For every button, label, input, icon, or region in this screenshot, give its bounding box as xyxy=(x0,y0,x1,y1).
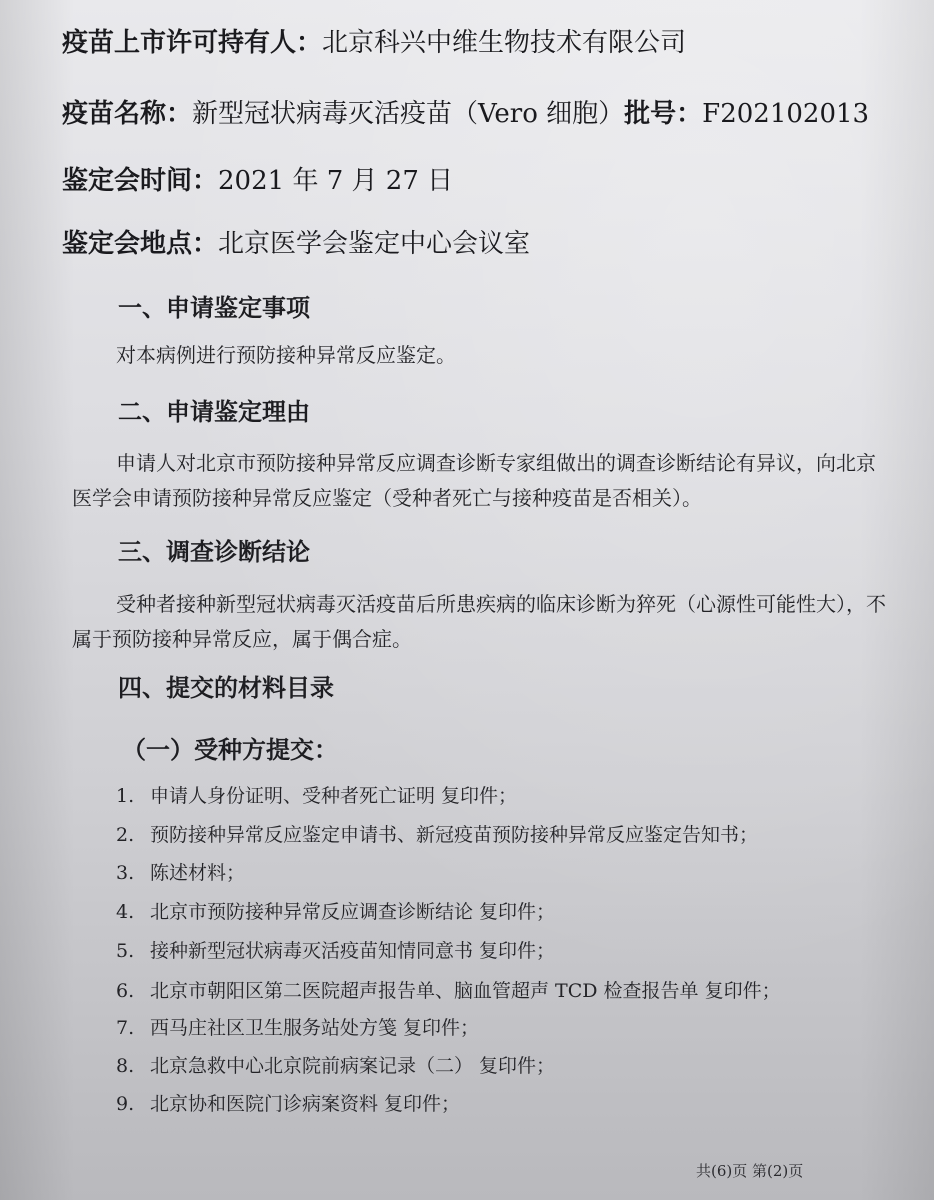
item-text: 预防接种异常反应鉴定申请书、新冠疫苗预防接种异常反应鉴定告知书； xyxy=(150,824,759,846)
vaccine-value: 新型冠状病毒灭活疫苗（Vero 细胞） xyxy=(192,99,625,129)
item-number: 5. xyxy=(116,940,135,962)
item-text: 接种新型冠状病毒灭活疫苗知情同意书 复印件； xyxy=(150,940,556,962)
place-label: 鉴定会地点： xyxy=(62,229,219,259)
section-1-title: 一、申请鉴定事项 xyxy=(118,294,310,322)
vaccine-label: 疫苗名称： xyxy=(62,99,193,129)
time-label: 鉴定会时间： xyxy=(62,166,219,196)
section-4-subtitle: （一）受种方提交： xyxy=(122,736,338,764)
batch-label: 批号： xyxy=(624,99,703,129)
item-text: 申请人身份证明、受种者死亡证明 复印件； xyxy=(150,785,518,807)
time-value: 2021 年 7 月 27 日 xyxy=(218,166,454,196)
item-text: 北京协和医院门诊病案资料 复印件； xyxy=(150,1093,461,1115)
item-number: 6. xyxy=(116,980,135,1002)
material-item xyxy=(116,897,555,924)
item-text: 北京市朝阳区第二医院超声报告单、脑血管超声 TCD 检查报告单 复印件； xyxy=(150,980,781,1002)
section-2-text: 申请人对北京市预防接种异常反应调查诊断专家组做出的调查诊断结论有异议，向北京医学会申请预防接种异常反应鉴定（受种者死亡与接种疫苗是否相关）。 xyxy=(72,451,876,510)
material-item xyxy=(116,1013,479,1040)
material-item xyxy=(116,858,245,885)
item-number: 1. xyxy=(116,785,135,807)
item-number: 8. xyxy=(116,1055,135,1077)
section-3-text: 受种者接种新型冠状病毒灭活疫苗后所患疾病的临床诊断为猝死（心源性可能性大），不属于预防接种异常反应，属于偶合症。 xyxy=(72,592,886,651)
place-line xyxy=(62,223,530,260)
material-item xyxy=(116,820,758,847)
section-3-title: 三、调查诊断结论 xyxy=(118,538,310,566)
vaccine-line xyxy=(62,93,869,130)
material-item xyxy=(116,1051,555,1078)
holder-line xyxy=(62,22,686,59)
place-value: 北京医学会鉴定中心会议室 xyxy=(218,229,531,259)
material-item xyxy=(116,936,555,963)
item-number: 9. xyxy=(116,1093,135,1115)
material-item xyxy=(116,976,781,1003)
item-text: 陈述材料； xyxy=(150,862,246,884)
section-1-text: 对本病例进行预防接种异常反应鉴定。 xyxy=(116,343,456,367)
item-number: 2. xyxy=(116,824,135,846)
batch-value: F202102013 xyxy=(702,99,870,129)
item-text: 西马庄社区卫生服务站处方笺 复印件； xyxy=(150,1017,480,1039)
section-4-title: 四、提交的材料目录 xyxy=(118,674,334,702)
item-number: 3. xyxy=(116,862,135,884)
item-text: 北京急救中心北京院前病案记录（二） 复印件； xyxy=(150,1055,556,1077)
material-item xyxy=(116,781,517,808)
item-text: 北京市预防接种异常反应调查诊断结论 复印件； xyxy=(150,901,556,923)
item-number: 7. xyxy=(116,1017,135,1039)
holder-value: 北京科兴中维生物技术有限公司 xyxy=(322,28,687,58)
time-line xyxy=(62,160,453,197)
page-counter: 共(6)页 第(2)页 xyxy=(696,1162,804,1180)
section-2-title: 二、申请鉴定理由 xyxy=(118,398,310,426)
holder-label: 疫苗上市许可持有人： xyxy=(62,28,323,58)
material-item xyxy=(116,1089,460,1116)
item-number: 4. xyxy=(116,901,135,923)
